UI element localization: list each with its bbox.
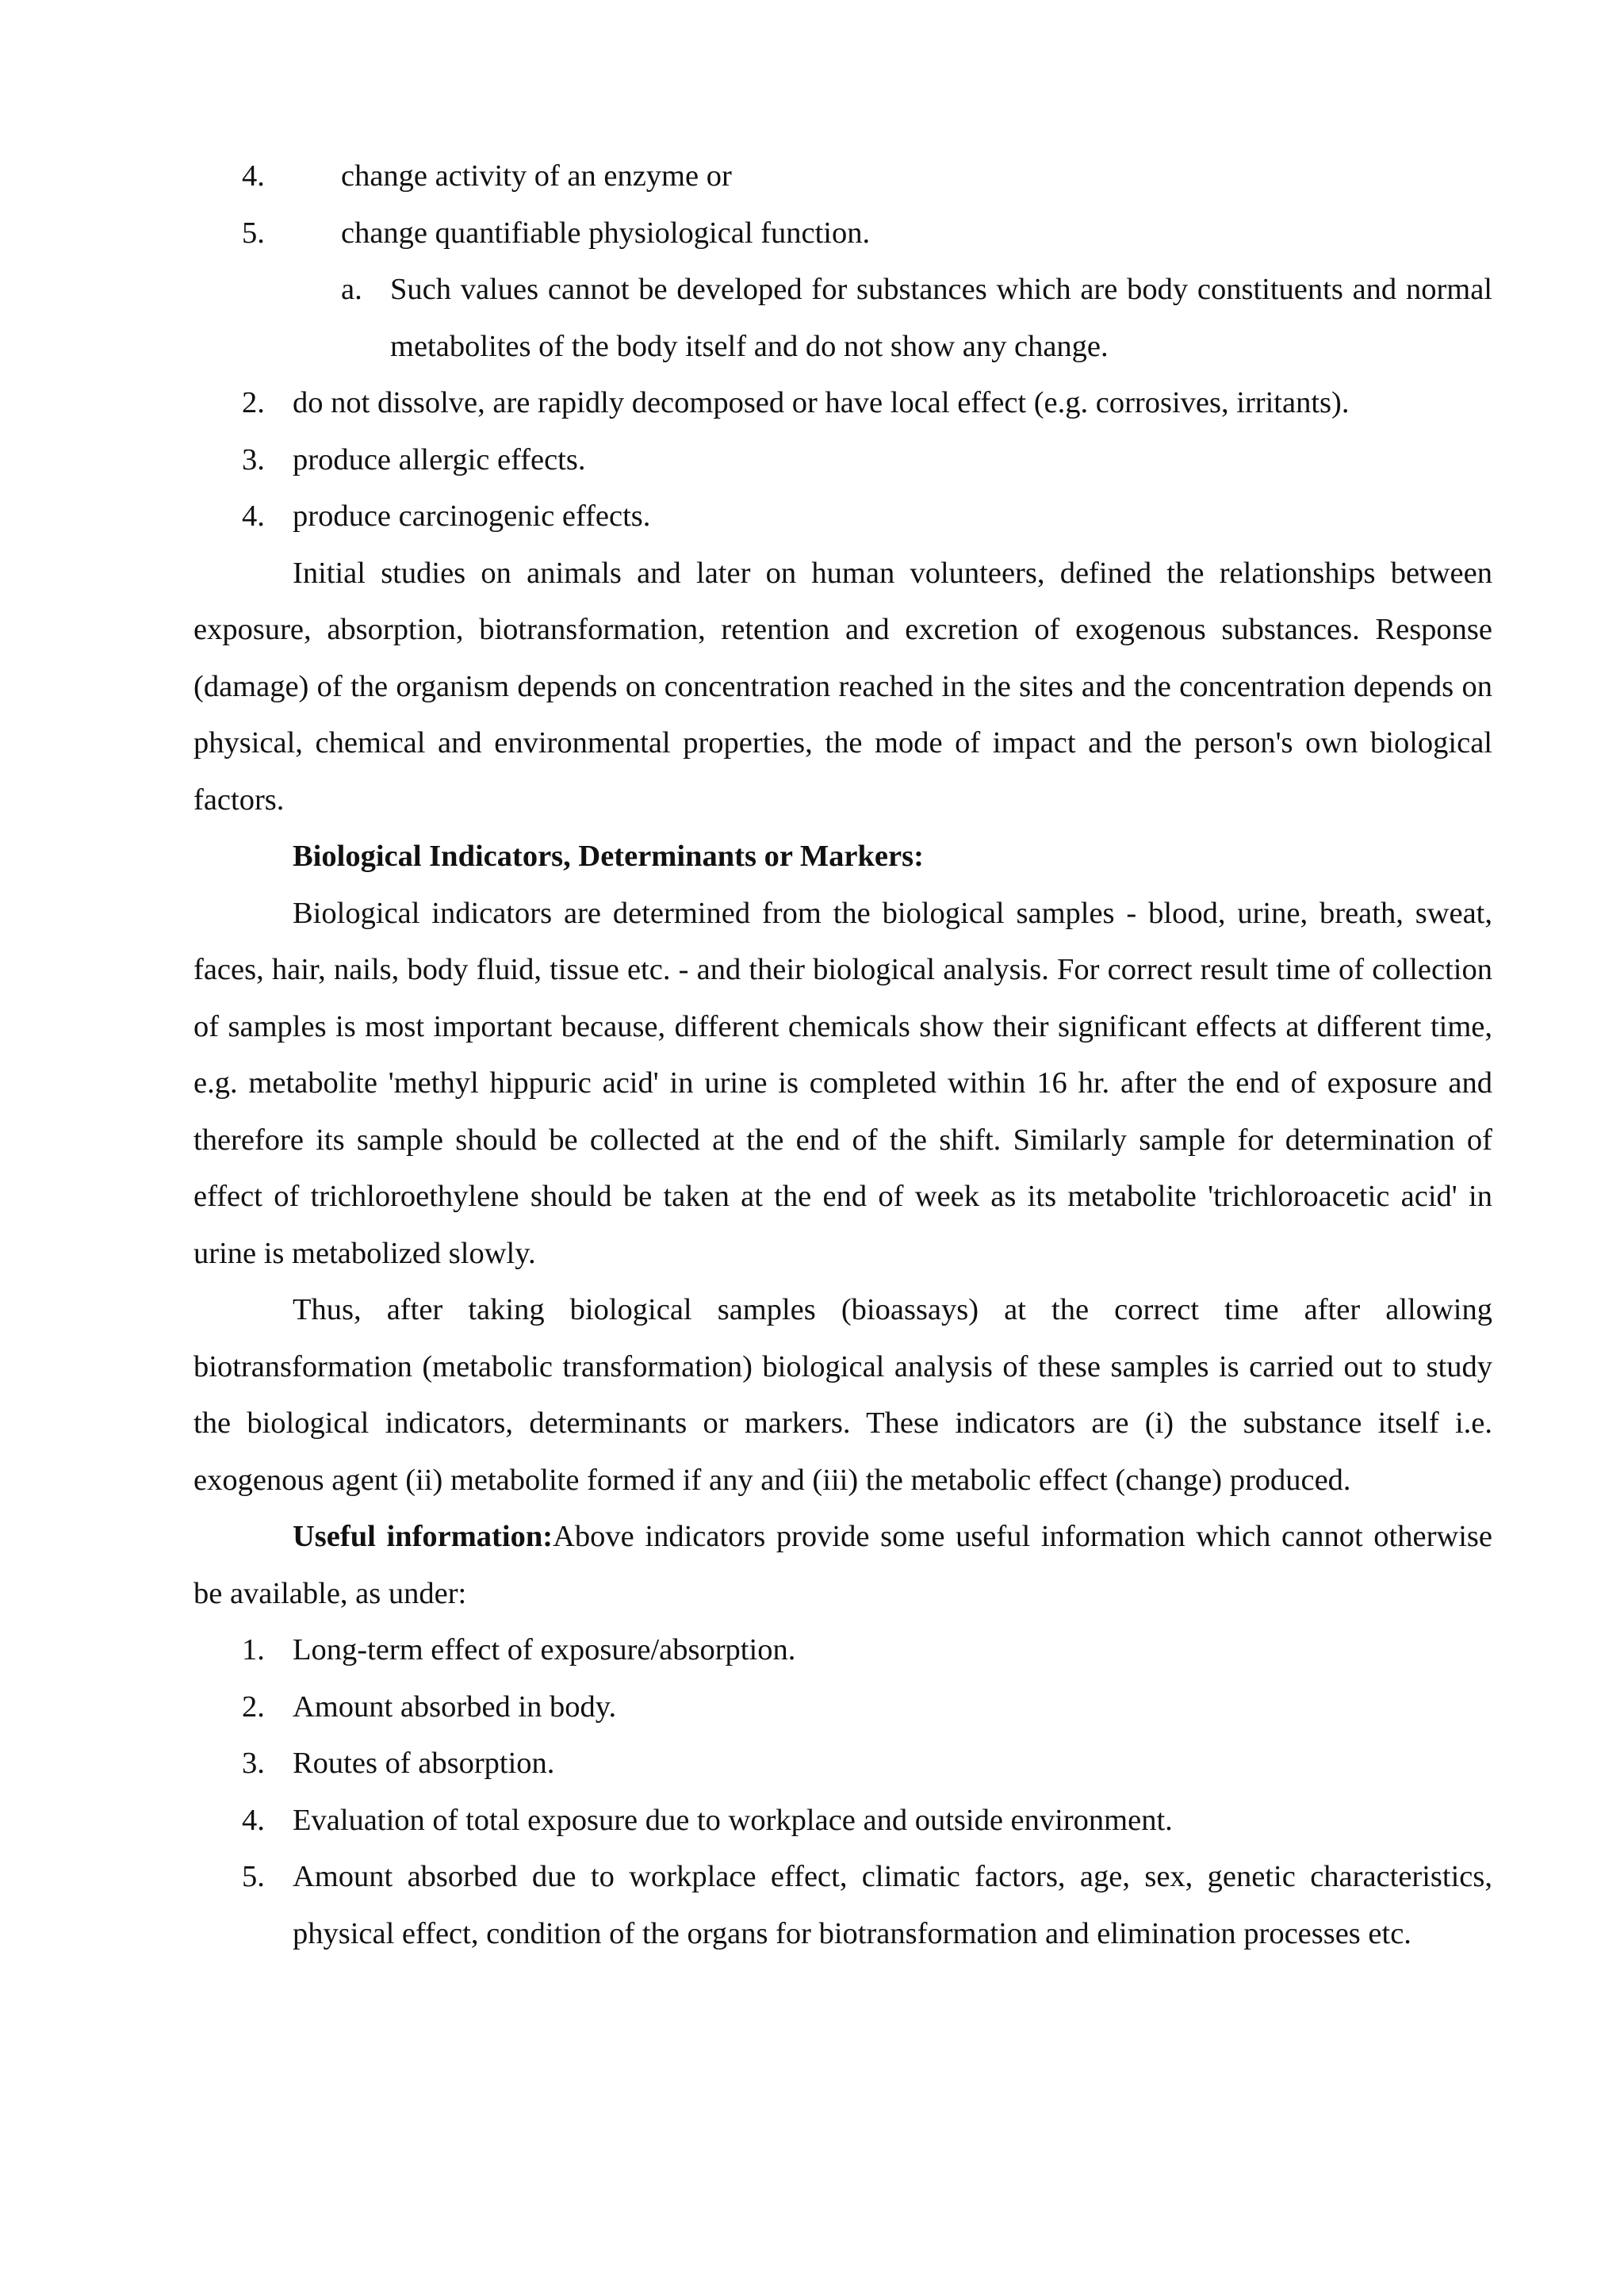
list-text: Evaluation of total exposure due to workplace and outside environment. — [293, 1803, 1173, 1837]
list-text: produce carcinogenic effects. — [293, 499, 651, 533]
section-heading: Biological Indicators, Determinants or Markers: — [293, 840, 924, 873]
list-number: 2. — [242, 1689, 265, 1724]
list-text: produce allergic effects. — [293, 442, 586, 476]
list-number: 2. — [242, 386, 265, 419]
list-item — [193, 1622, 1492, 1679]
list-text: Amount absorbed in body. — [293, 1689, 617, 1724]
sub-list-letter: a. — [341, 273, 362, 306]
list-item — [193, 488, 1492, 545]
list-item — [193, 1735, 1492, 1793]
list-number: 5. — [242, 1860, 265, 1893]
paragraph-biological-indicators: Biological indicators are determined from the biological samples - blood, urine, breath, sweat, faces, hair, nails, body fluid, tissue etc. - and their biological analysis. For correct result time of collection of samples is most important because, different chemicals show their significant effects at different time, e.g. metabolite 'methyl hippuric acid' in urine is completed within 16 hr. after the end of exposure and therefore its sample should be collected at the end of the shift. Similarly sample for determination of effect of trichloroethylene should be taken at the end of week as its metabolite 'trichloroacetic acid' in urine is metabolized slowly. — [193, 896, 1492, 1270]
list-item — [193, 148, 1492, 205]
list-text: Routes of absorption. — [293, 1747, 555, 1780]
list-number: 4. — [242, 159, 265, 193]
paragraph-thus: Thus, after taking biological samples (bioassays) at the correct time after allowing biotransformation (metabolic transformation) biological analysis of these samples is carried out to study the biological indicators, determinants or markers. These indicators are (i) the substance itself i.e. exogenous agent (ii) metabolite formed if any and (iii) the metabolic effect (change) produced. — [193, 1293, 1492, 1497]
list-text: Amount absorbed due to workplace effect, climatic factors, age, sex, genetic characteristics, physical effect, condition of the organs for biotransformation and elimination processes etc. — [293, 1860, 1492, 1950]
list-text: do not dissolve, are rapidly decomposed or have local effect (e.g. corrosives, irritants). — [293, 386, 1350, 419]
list-item — [193, 205, 1492, 262]
paragraph-initial-studies: Initial studies on animals and later on human volunteers, defined the relationships between exposure, absorption, biotransformation, retention and excretion of exogenous substances. Response (damage) of the organism depends on concentration reached in the sites and the concentration depends on physical, chemical and environmental properties, the mode of impact and the person's own biological factors. — [193, 556, 1492, 817]
list-text: change quantifiable physiological function. — [341, 216, 871, 250]
list-item — [193, 1849, 1492, 1962]
sub-list-text: Such values cannot be developed for substances which are body constituents and normal metabolites of the body itself and do not show any change. — [390, 273, 1492, 363]
list-item — [193, 432, 1492, 489]
list-number: 3. — [242, 1747, 265, 1780]
list-number: 4. — [242, 499, 265, 533]
list-number: 1. — [242, 1633, 265, 1667]
paragraph-useful-information — [193, 1509, 1492, 1622]
list-number: 5. — [242, 216, 265, 250]
list-number: 4. — [242, 1803, 265, 1837]
sub-list-item — [193, 262, 1492, 375]
useful-information-label: Useful information: — [293, 1520, 553, 1553]
list-number: 3. — [242, 442, 265, 476]
list-item — [193, 375, 1492, 432]
list-item — [193, 1793, 1492, 1850]
list-text: change activity of an enzyme or — [341, 159, 732, 193]
list-text: Long-term effect of exposure/absorption. — [293, 1633, 796, 1667]
useful-information-text: Above indicators provide some useful information which cannot otherwise be available, as under: — [193, 1520, 1492, 1610]
document-page — [193, 148, 1492, 1962]
list-item — [193, 1679, 1492, 1736]
